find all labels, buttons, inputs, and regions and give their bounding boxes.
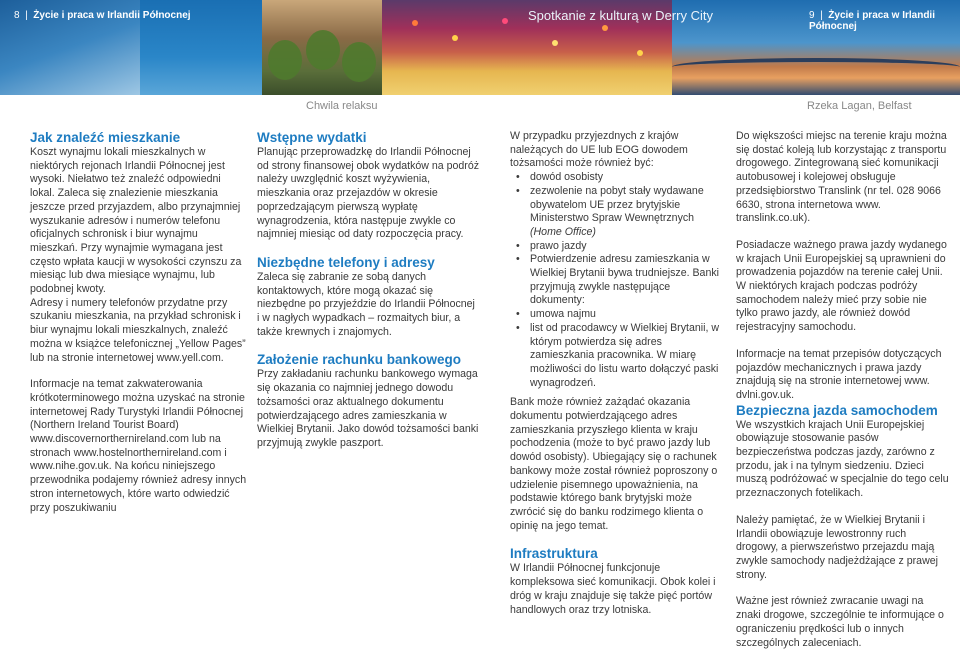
light-dot xyxy=(602,25,608,31)
light-dot xyxy=(552,40,558,46)
bridge-shape xyxy=(672,58,960,76)
section-heading: Bezpieczna jazda samochodem xyxy=(736,402,938,418)
left-page-header: 8 | Życie i praca w Irlandii Północnej xyxy=(14,10,191,21)
photo-banner xyxy=(0,0,960,95)
running-title: Życie i praca w Irlandii Północnej xyxy=(809,10,935,32)
column-4 xyxy=(736,130,950,663)
paragraph: W Irlandii Północnej funkcjonuje kompleksowa sieć komunikacji. Obok kolei i dróg w kraju znajduje się także pięć portów handlowych oraz trzy lotniska. xyxy=(510,562,716,616)
tree-shape xyxy=(342,42,376,82)
light-dot xyxy=(502,18,508,24)
paragraph: Koszt wynajmu lokali mieszkalnych w niektórych rejonach Irlandii Północnej jest wysoki. Niełatwo też znaleźć odpowiedni lokal. Zaleca się znalezienie mieszkania jeszcze przed przyjazdem, albo przynajmniej wyszukanie adresów i numerów telefonu oficjalnych schronisk i biur wynajmu mieszkań. Przy wynajmie wymagana jest często wpłata kaucji w wysokości czynszu za miesiąc lub dwa miesiące wynajmu, lub podobnej kwoty. xyxy=(30,146,242,296)
photo-relax xyxy=(262,0,382,95)
page-number: 9 xyxy=(809,10,815,21)
id-documents-list xyxy=(510,171,720,390)
photo-title: Spotkanie z kulturą w Derry City xyxy=(528,8,713,23)
paragraph: Bank może również zażądać okazania dokumentu potwierdzającego adres zamieszkania przyszłego klienta w kraju pochodzenia (może to być prawo jazdy lub dowód osobisty). Ubiegający się o rachunek bankowy może został również poproszony o udzielenie pisemnego upoważnienia, na podstawie którego bank brytyjski może zwrócić się do banku rodzimego klienta o opinię na jego temat. xyxy=(510,396,718,532)
paragraph: Należy pamiętać, że w Wielkiej Brytanii i Irlandii obowiązuje lewostronny ruch drogowy, a pierwszeństwo przejazdu mają zwykle samochody nadjeżdżające z prawej strony. xyxy=(736,513,938,581)
photo-caption: Chwila relaksu xyxy=(306,100,378,112)
section-heading: Niezbędne telefony i adresy xyxy=(257,254,435,270)
light-dot xyxy=(452,35,458,41)
paragraph: Adresy i numery telefonów przydatne przy szukaniu mieszkania, na przykład schronisk i biur wynajmu lokali mieszkalnych, znaleźć można w książce telefonicznej „Yellow Pages” lub na stronie internetowej www.yell.com. xyxy=(30,296,246,364)
list-item: • Potwierdzenie adresu zamieszkania w Wielkiej Brytanii bywa trudniejsze. Banki przyjmują zwykle następujące dokumenty: xyxy=(530,253,720,308)
list-item: • umowa najmu xyxy=(530,308,720,322)
list-item: • list od pracodawcy w Wielkiej Brytanii, w którym potwierdza się adres zamieszkania pracownika. W miarę możliwości do listu warto dołączyć paski wynagrodzeń. xyxy=(530,322,720,391)
paragraph: Planując przeprowadzkę do Irlandii Północnej od strony finansowej obok wydatków na podróż należy uwzględnić koszt wyżywienia, mieszkania oraz przejazdów w okresie poprzedzającym pierwszą wypłatę wynagrodzenia, która następuje zwykle co najmniej miesiąc od daty rozpoczęcia pracy. xyxy=(257,146,480,241)
section-heading: Jak znaleźć mieszkanie xyxy=(30,130,181,145)
list-item-emphasis: (Home Office) xyxy=(530,225,596,238)
paragraph: Posiadacze ważnego prawa jazdy wydanego w krajach Unii Europejskiej są uprawnieni do prowadzenia pojazdów na terenie całej Unii. W niektórych krajach podczas podróży samochodem należy mieć przy sobie nie tylko prawo jazdy, ale również dowód rejestracyjny samochodu. xyxy=(736,238,947,334)
section-heading: Założenie rachunku bankowego xyxy=(257,352,462,368)
list-item: • dowód osobisty xyxy=(530,171,720,185)
paragraph: Do większości miejsc na terenie kraju można się dostać koleją lub korzystając z transportu drogowego. Zintegrowaną sieć komunikacji autobusowej i kolejowej obsługuje przedsiębiorstwo Translink (nr tel. 028 9066 6630, strona internetowa www. translink.co.uk). xyxy=(736,130,947,225)
paragraph: Zaleca się zabranie ze sobą danych kontaktowych, które mogą okazać się niezbędne po przyjeździe do Irlandii Północnej i w nagłych wypadkach – rozmaitych biur, a także krewnych i znajomych. xyxy=(257,270,475,338)
paragraph: Ważne jest również zwracanie uwagi na znaki drogowe, szczególnie te informujące o ograniczeniu prędkości lub o innych szczególnych zaleceniach. xyxy=(736,595,944,649)
paragraph: We wszystkich krajach Unii Europejskiej obowiązuje stosowanie pasów bezpieczeństwa podczas jazdy, zarówno z przodu, jak i na tylnym siedzeniu. Dzieci muszą podróżować w specjalnie do tego celu przeznaczonych fotelikach. xyxy=(736,418,949,500)
tree-shape xyxy=(306,30,340,70)
paragraph: Informacje na temat przepisów dotyczących pojazdów mechanicznych i prawa jazdy znajdują się na stronie internetowej www. dvlni.gov.uk. xyxy=(736,347,942,401)
paragraph: Przy zakładaniu rachunku bankowego wymaga się okazania co najmniej jednego dowodu tożsamości oraz aktualnego dokumentu potwierdzającego adres zamieszkania w Wielkiej Brytanii. Jako dowód tożsamości banki przyjmują zwykle paszport. xyxy=(257,368,479,449)
list-item-text: zezwolenie na pobyt stały wydawane obywatelom UE przez brytyjskie Ministerstwo Spraw Wewnętrznych xyxy=(530,184,704,225)
photo-caption: Rzeka Lagan, Belfast xyxy=(807,100,912,112)
paragraph: Informacje na temat zakwaterowania krótkoterminowego można uzyskać na stronie internetowej Rady Turystyki Irlandii Północnej (Northern Ireland Tourist Board) www.discovernorthernireland.com lub na stronach www.hostelnorthernireland.com i www.nihe.gov.uk. Na końcu niniejszego przewodnika podajemy również adresy innych stron internetowych, które warto odwiedzić przy poszukiwaniu xyxy=(30,378,247,514)
page-number: 8 xyxy=(14,10,20,21)
column-3 xyxy=(510,130,720,630)
right-page-header: 9 | Życie i praca w Irlandii Północnej xyxy=(809,10,935,32)
paragraph: W przypadku przyjezdnych z krajów należących do UE lub EOG dowodem tożsamości może również być: xyxy=(510,130,688,170)
section-heading: Infrastruktura xyxy=(510,546,598,562)
list-item: • prawo jazdy xyxy=(530,240,720,254)
running-title: Życie i praca w Irlandii Północnej xyxy=(33,10,191,21)
column-1 xyxy=(30,130,248,528)
list-item xyxy=(530,185,720,240)
section-heading: Wstępne wydatki xyxy=(257,130,367,145)
light-dot xyxy=(412,20,418,26)
tree-shape xyxy=(268,40,302,80)
column-2 xyxy=(257,130,479,464)
light-dot xyxy=(637,50,643,56)
